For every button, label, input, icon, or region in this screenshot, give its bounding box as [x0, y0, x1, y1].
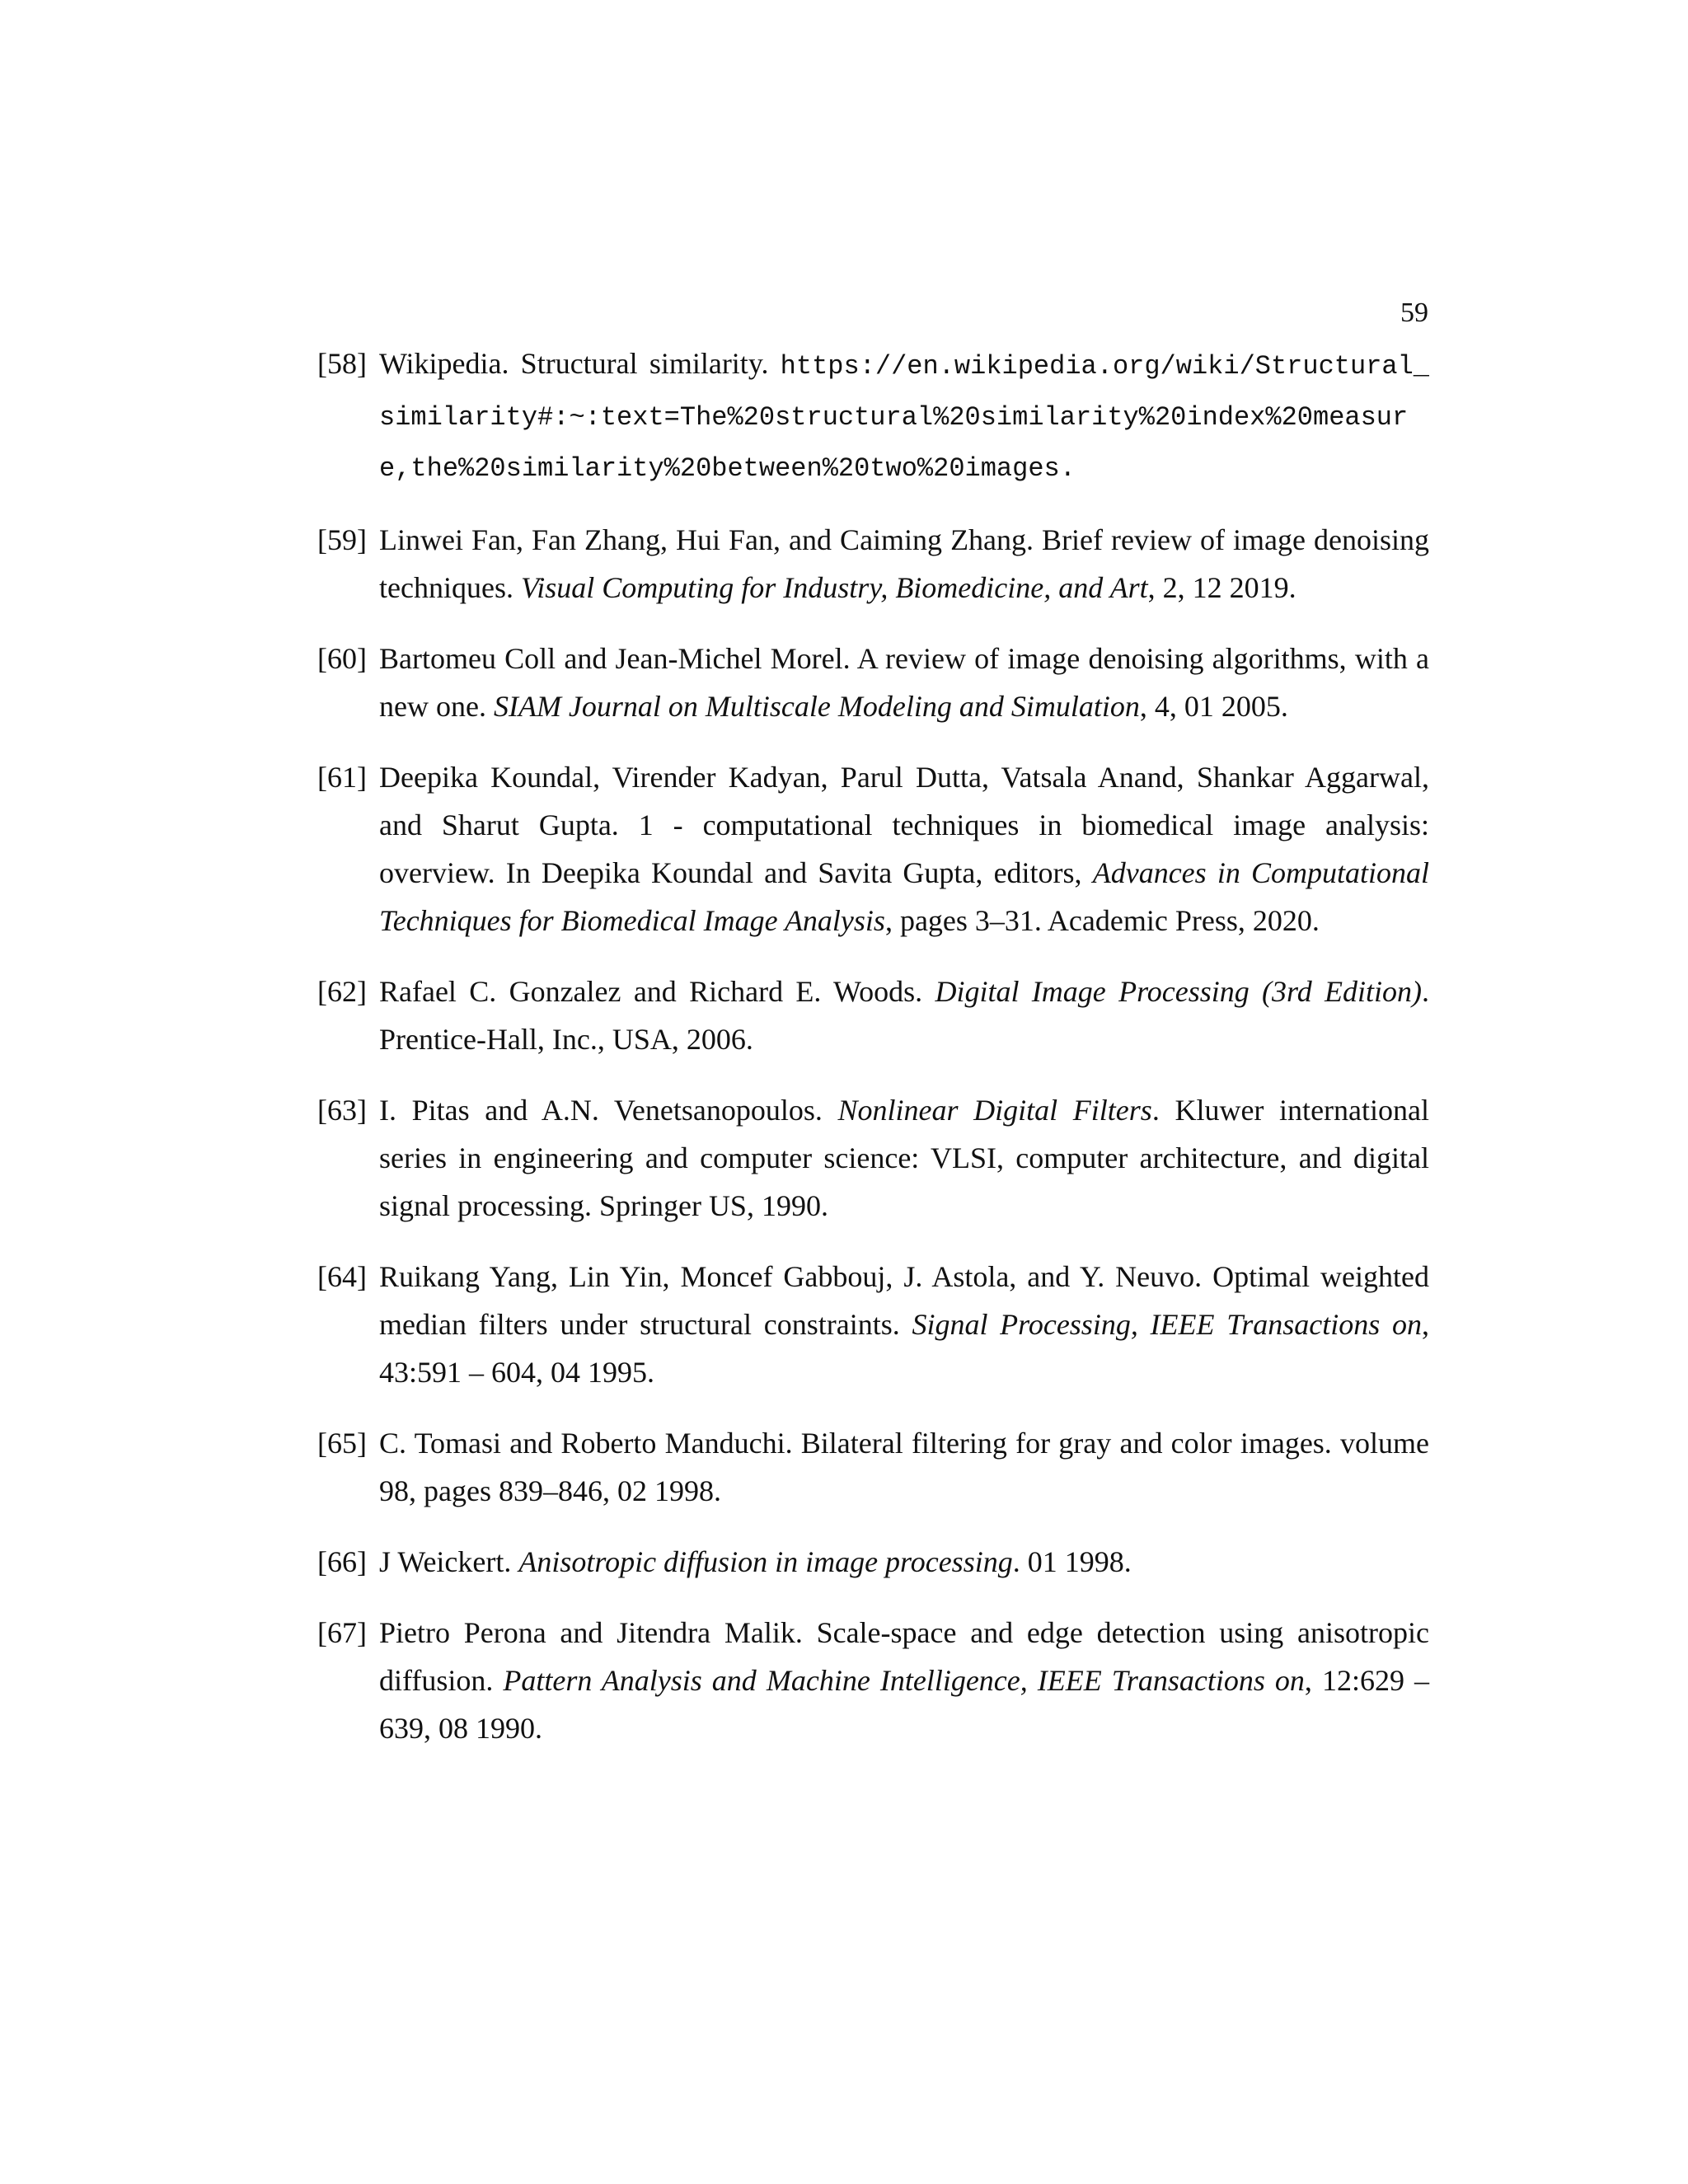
reference-label: [65]	[317, 1427, 367, 1460]
reference-label: [63]	[317, 1094, 367, 1127]
reference-entry	[317, 635, 1429, 730]
reference-text-segment: Rafael C. Gonzalez and Richard E. Woods.	[379, 975, 935, 1008]
reference-text-segment: J Weickert.	[379, 1545, 519, 1578]
reference-text	[379, 1538, 1429, 1586]
reference-text-segment: Deepika Koundal, Virender Kadyan, Parul Dutta, Vatsala Anand, Shankar Aggarwal, and Sharut Gupta. 1 - computational techniques in biomedical image analysis: overview. In Deepika Koundal and Savita Gupta, editors,	[379, 761, 1429, 889]
reference-label: [64]	[317, 1260, 367, 1293]
reference-label: [61]	[317, 761, 367, 794]
reference-venue: Digital Image Processing (3rd Edition)	[935, 975, 1422, 1008]
reference-entry	[317, 1253, 1429, 1396]
reference-text-segment: . 01 1998.	[1012, 1545, 1132, 1578]
reference-text	[379, 340, 1429, 493]
reference-label: [62]	[317, 975, 367, 1008]
reference-entry	[317, 753, 1429, 944]
reference-text-segment: , 4, 01 2005.	[1139, 690, 1288, 723]
reference-text	[379, 968, 1429, 1063]
reference-text-segment: Ruikang Yang, Lin Yin, Moncef Gabbouj, J. Astola, and Y. Neuvo. Optimal weighted median filters under structural constraints.	[379, 1260, 1429, 1341]
reference-entry	[317, 968, 1429, 1063]
reference-text-segment: , 2, 12 2019.	[1147, 571, 1296, 604]
reference-venue: Visual Computing for Industry, Biomedicine, and Art	[520, 571, 1148, 604]
reference-venue: Anisotropic diffusion in image processing	[518, 1545, 1013, 1578]
reference-entry	[317, 1538, 1429, 1586]
reference-list	[317, 340, 1429, 1775]
reference-venue: Advances in Computational Techniques for Biomedical Image Analysis	[379, 856, 1429, 937]
reference-text	[379, 1609, 1429, 1752]
reference-entry	[317, 340, 1429, 493]
reference-text-segment: , 12:629 – 639, 08 1990.	[379, 1664, 1429, 1745]
reference-text-segment: Wikipedia. Structural similarity.	[379, 347, 781, 380]
page-number: 59	[1400, 298, 1428, 328]
reference-entry	[317, 1609, 1429, 1752]
reference-text-segment: . Prentice-Hall, Inc., USA, 2006.	[379, 975, 1429, 1056]
reference-text-segment: Pietro Perona and Jitendra Malik. Scale-space and edge detection using anisotropic diffusion.	[379, 1616, 1429, 1697]
reference-entry	[317, 1419, 1429, 1515]
reference-text	[379, 753, 1429, 944]
reference-url-link[interactable]: https://en.wikipedia.org/wiki/Structural_similarity#:~:text=The%20structural%20similarity%20index%20measure,the%20similarity%20between%20two%20images.	[379, 351, 1429, 484]
reference-venue: Pattern Analysis and Machine Intelligence, IEEE Transactions on	[503, 1664, 1305, 1697]
reference-entry	[317, 516, 1429, 612]
reference-text	[379, 516, 1429, 612]
reference-label: [60]	[317, 642, 367, 675]
reference-venue: Nonlinear Digital Filters	[837, 1094, 1152, 1127]
reference-label: [59]	[317, 523, 367, 556]
reference-text-segment: Bartomeu Coll and Jean-Michel Morel. A review of image denoising algorithms, with a new one.	[379, 642, 1429, 723]
reference-text-segment: I. Pitas and A.N. Venetsanopoulos.	[379, 1094, 838, 1127]
reference-text-segment: , pages 3–31. Academic Press, 2020.	[884, 904, 1320, 937]
reference-text	[379, 1086, 1429, 1230]
reference-text-segment: C. Tomasi and Roberto Manduchi. Bilateral filtering for gray and color images. volume 98, pages 839–846, 02 1998.	[379, 1427, 1429, 1507]
reference-label: [67]	[317, 1616, 367, 1649]
reference-label: [66]	[317, 1545, 367, 1578]
reference-venue: Signal Processing, IEEE Transactions on	[912, 1308, 1423, 1341]
reference-text-segment: Linwei Fan, Fan Zhang, Hui Fan, and Caiming Zhang. Brief review of image denoising techniques.	[379, 523, 1429, 604]
reference-text	[379, 1253, 1429, 1396]
reference-venue: SIAM Journal on Multiscale Modeling and Simulation	[493, 690, 1140, 723]
reference-text	[379, 1419, 1429, 1515]
reference-text-segment: , 43:591 – 604, 04 1995.	[379, 1308, 1430, 1389]
reference-entry	[317, 1086, 1429, 1230]
reference-label: [58]	[317, 347, 367, 380]
reference-text-segment: . Kluwer international series in engineering and computer science: VLSI, computer architecture, and digital signal processing. Springer US, 1990.	[379, 1094, 1429, 1222]
reference-text	[379, 635, 1429, 730]
